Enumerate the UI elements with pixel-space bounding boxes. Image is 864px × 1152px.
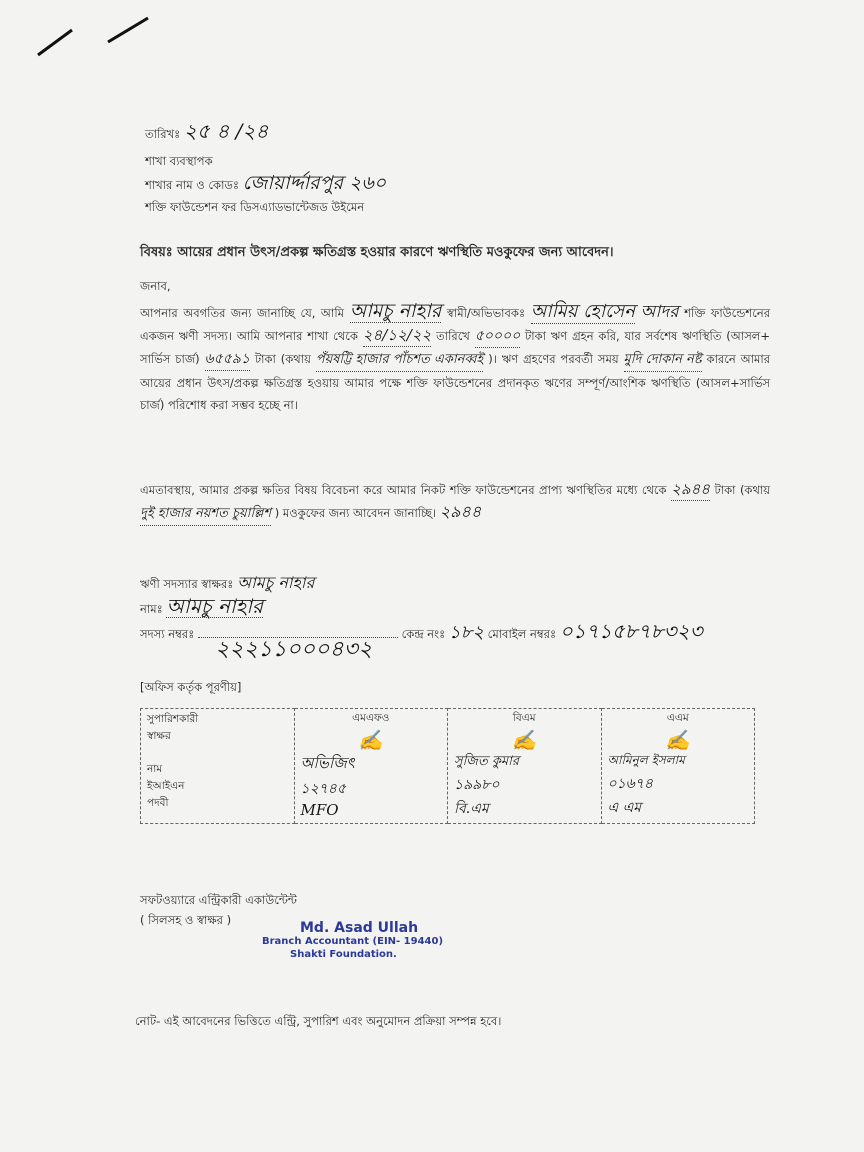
- waive-amount-repeat: ২৯৪৪: [439, 502, 482, 521]
- waive-amount: ২৯৪৪: [671, 478, 710, 501]
- guardian-name-cont: আদর: [640, 302, 679, 322]
- member-signature: আমচু নাহার: [237, 573, 315, 592]
- body-paragraph-1: আপনার অবগতির জন্য জানাচ্ছি যে, আমি আমচু নাহার স্বামী/অভিভাবকঃ আমিয় হোসেন আদর শক্তি ফাউন্ডেশনের একজন ঋণী সদস্য। আমি আপনার শাখা থেকে ২৪/১২/২২ তারিখে ৫০০০০ টাকা ঋণ গ্রহন করি, যার সর্বশেষ ঋণস্থিতি (আসল+ সার্ভিস চার্জ) ৬৫৫৯১ টাকা (কথায় পঁয়ষট্টি হাজার পাঁচশত একানব্বই )। ঋণ গ্রহণের পরবর্তী সময় মুদি দোকান নষ্ট কারনে আমার আয়ের প্রধান উৎস/প্রকল্প ক্ষতিগ্রস্ত হওয়ায় আমার পক্ষে শক্তি ফাউন্ডেশনের প্রদানকৃত ঋণের সম্পূর্ণ/আংশিক ঋণস্থিতি (আসল+সার্ভিস চার্জ) পরিশোধ করা সম্ভব হচ্ছে না।: [140, 300, 771, 412]
- guardian-name: আমিয় হোসেন: [530, 301, 635, 322]
- member-block: ঋণী সদস্যার স্বাক্ষরঃ আমচু নাহার নামঃ আমচু নাহার সদস্য নম্বরঃ কেন্দ্র নংঃ ১৮২ মোবাইল নম্বরঃ ০১৭১৫৮৭৮৩২৩: [140, 573, 703, 643]
- balance-amount: ৬৫৫৯১: [205, 348, 250, 371]
- mobile-number: ০১৭১৫৮৭৮৩২৩: [559, 619, 703, 643]
- center-number: ১৮২: [448, 622, 484, 643]
- approval-table: [140, 708, 755, 824]
- loan-date: ২৪/১২/২২: [363, 324, 432, 347]
- recipient-line1: শাখা ব্যবস্থাপক: [145, 154, 213, 168]
- branch-value: জোয়ার্দ্দারপুর ২৬০: [242, 172, 387, 194]
- loan-amount: ৫০০০০: [475, 325, 521, 348]
- salutation: জনাব,: [140, 279, 171, 293]
- am-column: এএম ✍ আমিনুল ইসলাম ০১৬৭৪ এ এম: [601, 709, 755, 824]
- subject-line: বিষয়ঃ আয়ের প্রধান উৎস/প্রকল্প ক্ষতিগ্রস্ত হওয়ার কারণে ঋণস্থিতি মওকুফের জন্য আবেদন।: [140, 245, 614, 260]
- member-id: ২২২১১০০০৪৩২: [215, 637, 373, 662]
- row-labels: সুপারিশকারী স্বাক্ষর নাম ইআইএন পদবী: [141, 709, 295, 824]
- office-use-label: [অফিস কর্তৃক পূরণীয়]: [140, 680, 242, 694]
- date-value: ২৫ ৪ /২৪: [183, 119, 269, 143]
- accountant-stamp: Md. Asad Ullah Branch Accountant (EIN- 19440) Shakti Foundation.: [262, 920, 444, 960]
- mfo-column: এমএফও ✍ অভিজিৎ ১২৭৪৫ MFO: [294, 709, 448, 824]
- balance-words: পঁয়ষট্টি হাজার পাঁচশত একানব্বই: [316, 349, 484, 372]
- waive-words: দুই হাজার নয়শত চুয়াল্লিশ: [140, 503, 271, 526]
- body-paragraph-2: এমতাবস্থায়, আমার প্রকল্প ক্ষতির বিষয় বিবেচনা করে আমার নিকট শক্তি ফাউন্ডেশনের প্রাপ্য ঋণস্থিতির মধ্যে থেকে ২৯৪৪ টাকা (কথায় দুই হাজার নয়শত চুয়াল্লিশ ) মওকুফের জন্য আবেদন জানাচ্ছি। ২৯৪৪: [140, 478, 770, 526]
- accountant-block: সফটওয়্যারে এন্ট্রিকারী একাউন্টেন্ট ( সিলসহ ও স্বাক্ষর ): [140, 893, 297, 927]
- footer-note: নোট- এই আবেদনের ভিত্তিতে এন্ট্রি, সুপারিশ এবং অনুমোদন প্রক্রিয়া সম্পন্ন হবে।: [135, 1014, 502, 1028]
- damage-reason: মুদি দোকান নষ্ট: [624, 349, 702, 372]
- bm-column: বিএম ✍ সুজিত কুমার ১৯৯৮০ বি.এম: [448, 709, 602, 824]
- applicant-name: আমচু নাহার: [349, 300, 442, 322]
- recipient-org: শক্তি ফাউন্ডেশন ফর ডিসএ্যাডভান্টেজড উইমেন: [145, 200, 365, 214]
- pen-strokes: [30, 10, 160, 65]
- recipient-block: শাখা ব্যবস্থাপক শাখার নাম ও কোডঃ জোয়ার্দ্দারপুর ২৬০ শক্তি ফাউন্ডেশন ফর ডিসএ্যাডভান্টেজড উইমেন: [145, 150, 745, 218]
- member-name: আমচু নাহার: [166, 594, 264, 618]
- date-line: তারিখঃ ২৫ ৪ /২৪: [145, 119, 269, 143]
